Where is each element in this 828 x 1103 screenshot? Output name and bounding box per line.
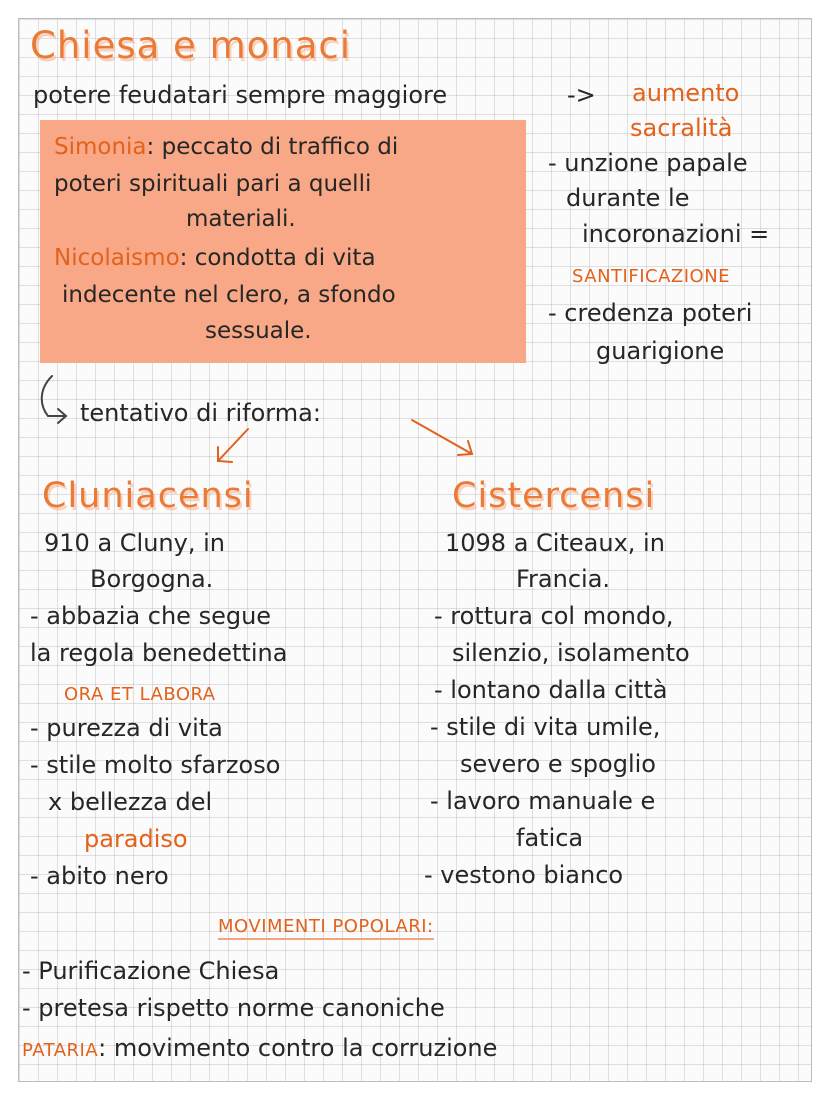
intro-arrow: ->	[567, 81, 596, 109]
cistercensi-line-3: - rottura col mondo,	[434, 602, 674, 630]
pataria-line	[22, 1033, 497, 1066]
cistercensi-line-2: Francia.	[516, 565, 611, 593]
sacralita-item-2b: guarigione	[596, 337, 725, 365]
sacralita-item-1: - unzione papale	[548, 149, 748, 177]
result-aumento: aumento	[632, 79, 740, 107]
movimenti-heading-text: MOVIMENTI POPOLARI:	[218, 916, 434, 940]
nicolaismo-def-2: indecente nel clero, a sfondo	[62, 282, 396, 308]
cluniacensi-line-8: x bellezza del	[48, 788, 213, 816]
sacralita-item-1c: incoronazioni =	[582, 220, 770, 248]
result-sacralita: sacralità	[630, 114, 733, 142]
cluniacensi-line-7: - stile molto sfarzoso	[30, 751, 281, 779]
intro-line: potere feudatari sempre maggiore	[33, 81, 448, 109]
hook-arrow-icon	[36, 372, 76, 432]
cluniacensi-line-6: - purezza di vita	[30, 714, 223, 742]
cistercensi-line-7: severo e spoglio	[460, 750, 656, 778]
page-title: Chiesa e monaci	[30, 24, 351, 67]
nicolaismo-def-1: condotta di vita	[194, 245, 376, 271]
simonia-term: Simonia	[54, 134, 147, 160]
santificazione-label: SANTIFICAZIONE	[572, 266, 731, 287]
paradiso-word: paradiso	[84, 825, 188, 853]
cluniacensi-title: Cluniacensi	[42, 476, 254, 516]
nicolaismo-def-3: sessuale.	[205, 318, 312, 344]
simonia-sep: :	[146, 134, 155, 160]
cluniacensi-line-4: la regola benedettina	[30, 639, 288, 667]
cistercensi-line-9: fatica	[516, 824, 584, 852]
nicolaismo-sep: :	[179, 245, 188, 271]
pataria-term: PATARIA	[22, 1040, 99, 1061]
simonia-def-2: poteri spirituali pari a quelli	[54, 171, 372, 197]
cistercensi-line-4: silenzio, isolamento	[452, 639, 690, 667]
cistercensi-line-6: - stile di vita umile,	[430, 713, 661, 741]
pataria-sep: :	[98, 1034, 107, 1062]
movimenti-heading	[218, 912, 434, 942]
cistercensi-line-8: - lavoro manuale e	[430, 787, 656, 815]
cistercensi-line-5: - lontano dalla città	[434, 676, 668, 704]
nicolaismo-term: Nicolaismo	[54, 245, 180, 271]
simonia-def-3: materiali.	[186, 206, 296, 232]
movimenti-line-1: - Purificazione Chiesa	[22, 957, 280, 985]
cluniacensi-line-2: Borgogna.	[90, 565, 214, 593]
sacralita-item-1b: durante le	[566, 184, 690, 212]
cluniacensi-line-3: - abbazia che segue	[30, 602, 272, 630]
simonia-def-1: peccato di traffico di	[161, 134, 399, 160]
ora-et-labora: ORA ET LABORA	[64, 684, 216, 705]
cistercensi-line-1: 1098 a Citeaux, in	[445, 529, 665, 557]
reform-label: tentativo di riforma:	[80, 399, 321, 427]
arrow-left-down-icon	[210, 425, 260, 470]
arrow-right-down-icon	[408, 416, 483, 466]
nicolaismo-line-1	[54, 243, 376, 273]
cluniacensi-line-10: - abito nero	[30, 862, 169, 890]
movimenti-line-2: - pretesa rispetto norme canoniche	[22, 994, 445, 1022]
cluniacensi-line-1: 910 a Cluny, in	[44, 529, 225, 557]
pataria-def: movimento contro la corruzione	[113, 1034, 498, 1062]
cistercensi-line-10: - vestono bianco	[424, 861, 624, 889]
sacralita-item-2: - credenza poteri	[548, 299, 753, 327]
cistercensi-title: Cistercensi	[452, 476, 656, 516]
definitions-box	[40, 120, 526, 363]
simonia-line-1	[54, 132, 398, 162]
